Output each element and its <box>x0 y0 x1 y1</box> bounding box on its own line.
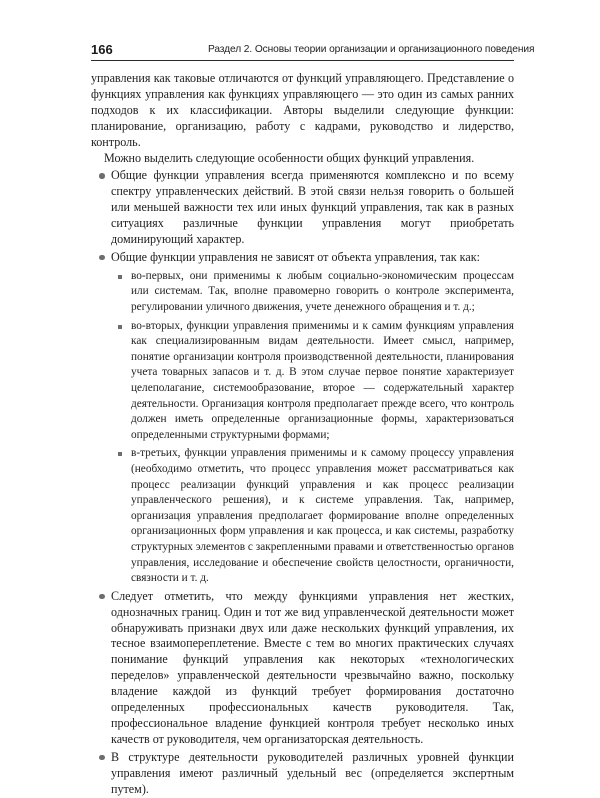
square-bullet-icon <box>118 275 122 279</box>
sub-bullet-text: во-первых, они применимы к любым социально-экономическим процессам или системам. Так, вполне правомерно говорить о контроле эксперимента, регулировании уличного движения, учете денежного обращения и т. д.; <box>131 269 514 314</box>
sub-bullet-item <box>91 269 514 316</box>
round-bullet-icon <box>99 173 105 179</box>
bullet-text: В структуре деятельности руководителей различных уровней функции управления имеют различный удельный вес (определяется экспертным путем). <box>111 749 514 796</box>
page-header <box>91 40 535 61</box>
bullet-item <box>91 250 514 266</box>
round-bullet-icon <box>99 755 105 761</box>
sub-bullet-item <box>91 446 514 586</box>
bullet-text: Следует отметить, что между функциями управления нет жестких, однозначных границ. Один и тот же вид управленческой деятельности может обнаруживать признаки двух или даже нескольких функций управления, их тесное взаимопереплетение. Вместе с тем во многих практических случаях понимание функций управления как некоторых «технологических переделов» управленческой деятельности чрезвычайно важно, поскольку владение каждой из функций требует формирования достаточно определенных профессиональных качеств руководителя. Так, профессиональное владение функцией контроля требует несколько иных качеств от руководителя, чем организаторская деятельность. <box>111 588 514 746</box>
square-bullet-icon <box>118 452 122 456</box>
body-text <box>91 71 514 798</box>
sub-bullet-item <box>91 319 514 444</box>
bullet-item <box>91 589 514 748</box>
bullet-item <box>91 168 514 248</box>
bullet-item <box>91 750 514 798</box>
bullet-text: Общие функции управления не зависят от объекта управления, так как: <box>111 249 480 264</box>
round-bullet-icon <box>99 255 105 261</box>
page-number: 166 <box>91 42 113 57</box>
lead-in-paragraph: Можно выделить следующие особенности общих функций управления. <box>104 150 475 165</box>
bullet-text: Общие функции управления всегда применяются комплексно и по всему спектру управленческих действий. В этой связи нельзя говорить о большей или меньшей важности тех или иных функций управления, так как в разных ситуациях различные функции управления могут приобретать доминирующий характер. <box>111 168 514 247</box>
sub-bullet-text: во-вторых, функции управления применимы и к самим функциям управления как специализированным видам деятельности. Имеет смысл, например, понятие организации контроля производственной деятельности, планирования учета товарных запасов и т. д. В этом случае первое понятие характеризует целеполагание, системообразование, второе — содержательный характер деятельности. Организация контроля предполагает прежде всего, что контроль должен иметь определенные организационные формы, характеризоваться определенными структурными формами; <box>131 319 514 441</box>
sub-bullet-text: в-третьих, функции управления применимы и к самому процессу управления (необходимо отметить, что процесс управления может рассматриваться как процесс реализации функций управления и как процесс реализации управленческого решения), и к системе управления. Так, например, организация управления предполагает формирование вполне определенных организационных форм управления и как процесса, и как системы, разработку структурных элементов с закрепленными правами и ответственностью органов управления, исследование и обеспечение свойств целостности, органичности, связности и т. д. <box>131 447 514 585</box>
square-bullet-icon <box>118 325 122 329</box>
intro-paragraph: управления как таковые отличаются от функций управляющего. Представление о функциях управления как функциях управляющего — это один из самых ранних подходов к их классификации. Авторы выделили следующие функции: планирование, организацию, работу с кадрами, руководство и лидерство, контроль. <box>91 71 514 149</box>
round-bullet-icon <box>99 594 105 600</box>
running-head: Раздел 2. Основы теории организации и организационного поведения <box>208 44 535 55</box>
